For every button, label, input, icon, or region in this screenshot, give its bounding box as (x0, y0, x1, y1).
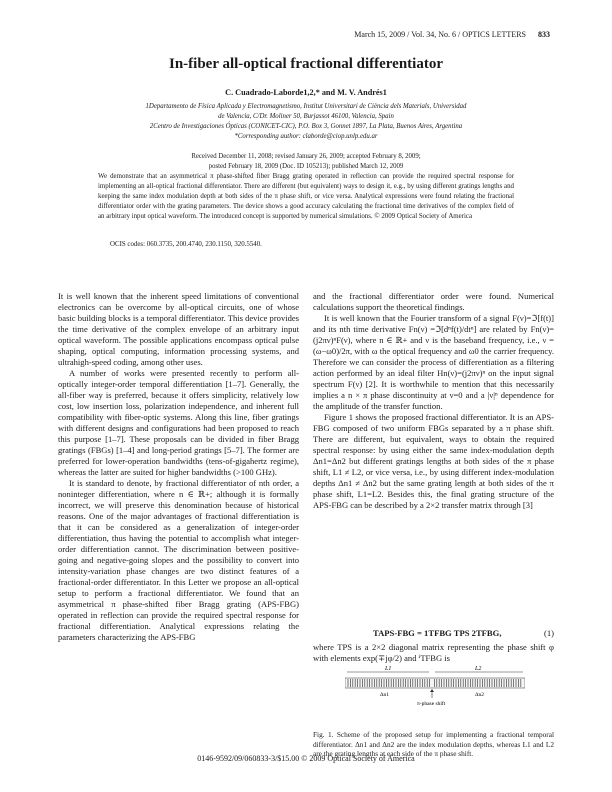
paragraph: It is standard to denote, by fractional differentiator of nth order, a noninteger differentiation, where n ∈ ℝ+; although it is formally incorrect, we will preserve this denomination because of historical reasons. One of the major advantages of fractional differentiation is that it can be considered as a generalization of integer-order differentiation, thus having the potential to accomplish what integer-order differentiation cannot. The discrimination between positive-going and negative-going slopes and the possibility to convert into intensity-variation phase changes are two distinct features of a fractional-order differentiator. In this Letter we propose an all-optical setup to perform a fractional differentiator. We found that an asymmetrical π phase-shifted fiber Bragg grating (APS-FBG) operated in reflection can provide the required spectral response for fractional differentiation. Analytical expressions relating the parameters characterizing the APS-FBG (58, 478, 299, 642)
figure-1 (345, 666, 525, 726)
abstract: We demonstrate that an asymmetrical π phase-shifted fiber Bragg grating operated in reflection can provide the required spectral response for implementing an all-optical fractional differentiator. There are different (but equivalent) ways to design it, e.g., by using different gratings lengths and keeping the same index modulation depth at both sides of the π phase shift, or vice versa. Analytical expressions were found relating the fractional differentiator order with the grating parameters. The device shows a good accuracy calculating the fractional time derivatives of the complex field of an arbitrary input optical waveform. The introduced concept is supported by numerical simulations. © 2009 Optical Society of America (98, 173, 514, 221)
received-line: posted February 18, 2009 (Doc. ID 105213); published March 12, 2009 (208, 163, 404, 170)
running-header (354, 30, 550, 39)
label-phase-shift: π-phase shift (417, 701, 446, 707)
paragraph: A number of works were presented recently to perform all-optically integer-order temporal differentiation [1–7]. Generally, the all-fiber way is preferred, because it offers simplicity, relatively low cost, low insertion loss, polarization independence, and inherent full compatibility with fiber-optic systems. Along this line, fiber gratings with different designs and configurations had been proposed to reach this purpose [1–7]. These proposals can be divided in fiber Bragg gratings (FBGs) [1–4] and long-period gratings [5–7]. The former are preferred for lower-operation bandwidths (tens-of-gigahertz regime), whereas the latter are suited for higher bandwidths (>100 GHz). (58, 368, 299, 477)
paragraph: where TPS is a 2×2 diagonal matrix representing the phase shift φ with elements exp(∓jφ/2) and ⁱTFBG is (313, 642, 554, 663)
paragraph: It is well known that the Fourier transform of a signal F(ν)=ℑ[f(t)] and its nth time derivative Fn(ν) =ℑ[dⁿf(t)/dtⁿ] are related by Fn(ν)=(j2πν)ⁿF(ν), where n ∈ ℝ+ and ν is the baseband frequency, i.e., ν =(ω−ω0)/2π, with ω the optical frequency and ω0 the carrier frequency. Therefore we can consider the process of differentiation as a filtering action performed by an ideal filter Hn(ν)=(j2πν)ⁿ on the input signal spectrum F(ν) [2]. It is worthwhile to mention that this necessarily implies a n × π phase discontinuity at ν=0 and a |ν|ⁿ dependence for the amplitude of the transfer function. (313, 313, 554, 411)
page-number: 833 (538, 30, 550, 39)
label-l1: L1 (385, 666, 392, 672)
equation-1 (313, 628, 554, 642)
phase-shift-arrowhead (430, 689, 434, 692)
label-l2: L2 (475, 666, 482, 672)
label-dn2: Δn2 (475, 692, 485, 698)
affiliation-line: de Valencia, C/Dr. Moliner 50, Burjassot 46100, Valencia, Spain (218, 113, 394, 120)
equation-number: (1) (543, 628, 554, 638)
right-column (313, 291, 554, 511)
figure-caption: Fig. 1. Scheme of the proposed setup for implementing a fractional temporal differentiator. Δn1 and Δn2 are the index modulation depths, whereas L1 and L2 are the grating lengths at each side of the π phase shift. (313, 730, 554, 758)
label-dn1: Δn1 (380, 692, 390, 698)
affiliation-line: 2Centro de Investigaciones Ópticas (CONICET-CIC), P.O. Box 3, Gonnet 1897, La Plata, Buenos Aires, Argentina (149, 123, 463, 130)
affiliation-line: 1Departamento de Física Aplicada y Electromagnetismo, Institut Universitari de Ciència dels Materials, Universidad (145, 103, 467, 110)
paragraph: It is well known that the inherent speed limitations of conventional electronics can be overcome by all-optical circuits, one of whose basic building blocks is a temporal differentiator. This device provides the time derivative of the complex envelope of an arbitrary input optical waveform. The possible applications encompass optical pulse shaping, optical computing, information processing systems, and ultrahigh-speed coding, among other uses. (58, 291, 299, 367)
paper-title: In-fiber all-optical fractional differentiator (169, 56, 443, 72)
grating-diagram (345, 666, 525, 726)
equation-text: TAPS-FBG = 1TFBG TPS 2TFBG, (373, 628, 502, 638)
paragraph: Figure 1 shows the proposed fractional differentiator. It is an APS-FBG composed of two uniform FBGs separated by a π phase shift. There are different, but equivalent, ways to obtain the required spectral response: by using either the same index-modulation depth Δn1=Δn2 but different gratings lengths at both sides of the π phase shift, L1 ≠ L2, or vice versa, i.e., by using different index-modulation depths Δn1 ≠ Δn2 but the same grating length at both sides of the π phase shift, L1=L2. Besides this, the final grating structure of the APS-FBG can be described by a 2×2 transfer matrix through [3] (313, 412, 554, 510)
paragraph: and the fractional differentiator order were found. Numerical calculations support the theoretical findings. (313, 291, 554, 312)
ocis-codes: OCIS codes: 060.3735, 200.4740, 230.1150, 320.5540. (110, 241, 262, 248)
left-column (58, 291, 299, 643)
received-line: Received December 11, 2008; revised January 26, 2009; accepted February 8, 2009; (191, 153, 421, 160)
running-header-text: March 15, 2009 / Vol. 34, No. 6 / OPTICS LETTERS (354, 30, 526, 39)
received-dates (60, 152, 552, 172)
corresponding-author: *Corresponding author: claborde@ciop.unlp.edu.ar (234, 133, 378, 140)
footer: 0146-9592/09/060833-3/$15.00 © 2009 Optical Society of America (197, 754, 415, 763)
authors: C. Cuadrado-Laborde1,2,* and M. V. Andrés1 (225, 88, 387, 97)
